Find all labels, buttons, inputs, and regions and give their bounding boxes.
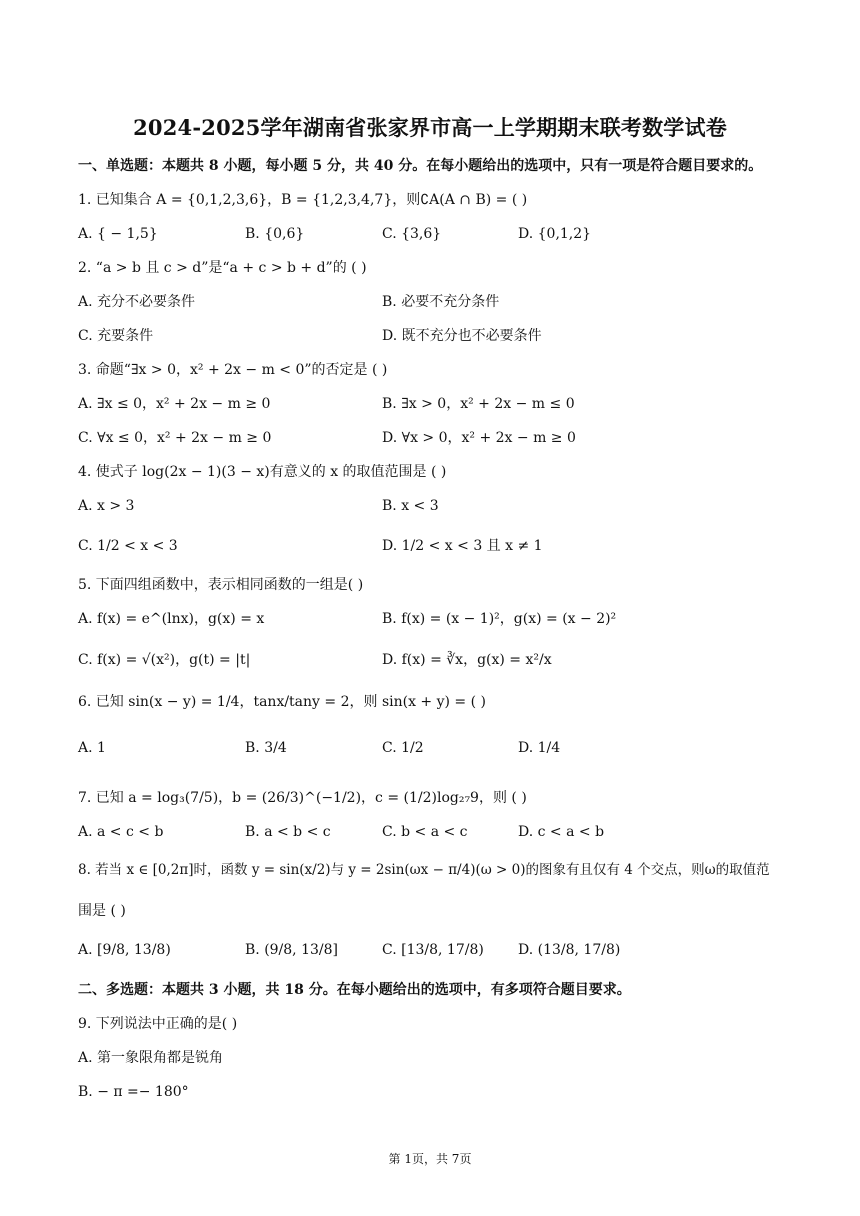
question-8-stem-continued: 围是 ( ) xyxy=(78,903,126,919)
page-title: 2024-2025学年湖南省张家界市高一上学期期末联考数学试卷 xyxy=(133,115,727,140)
question-7-stem: 7. 已知 a = log₃(7/5)，b = (26/3)^(−1/2)，c = (1/2)log₂₇9，则 ( ) xyxy=(78,790,527,806)
q5-option-b: B. f(x) = (x − 1)²，g(x) = (x − 2)² xyxy=(382,611,617,627)
q2-option-d: D. 既不充分也不必要条件 xyxy=(382,328,542,344)
q4-option-d: D. 1/2 < x < 3 且 x ≠ 1 xyxy=(382,538,543,554)
question-6-stem: 6. 已知 sin(x − y) = 1/4，tanx/tany = 2，则 sin(x + y) = ( ) xyxy=(78,694,486,710)
q8-option-a: A. [9/8, 13/8) xyxy=(78,942,171,958)
question-9-stem: 9. 下列说法中正确的是( ) xyxy=(78,1016,238,1032)
q7-option-c: C. b < a < c xyxy=(382,824,468,840)
q2-option-c: C. 充要条件 xyxy=(78,328,154,344)
q6-option-b: B. 3/4 xyxy=(245,740,287,756)
q9-option-a: A. 第一象限角都是锐角 xyxy=(78,1050,224,1066)
q3-option-c: C. ∀x ≤ 0，x² + 2x − m ≥ 0 xyxy=(78,430,272,446)
page-footer: 第 1页，共 7页 xyxy=(388,1152,472,1166)
section-heading-single-choice: 一、单选题：本题共 8 小题，每小题 5 分，共 40 分。在每小题给出的选项中，只有一项是符合题目要求的。 xyxy=(78,158,763,174)
question-3-stem: 3. 命题“∃x > 0，x² + 2x − m < 0”的否定是 ( ) xyxy=(78,362,388,378)
section-heading-multiple-choice: 二、多选题：本题共 3 小题，共 18 分。在每小题给出的选项中，有多项符合题目要求。 xyxy=(78,982,631,998)
q5-option-c: C. f(x) = √(x²)，g(t) = |t| xyxy=(78,652,251,668)
q5-option-a: A. f(x) = e^(lnx)，g(x) = x xyxy=(78,611,265,627)
q1-option-c: C. {3,6} xyxy=(382,226,442,242)
q7-option-a: A. a < c < b xyxy=(78,824,164,840)
q8-option-c: C. [13/8, 17/8) xyxy=(382,942,484,958)
q4-option-c: C. 1/2 < x < 3 xyxy=(78,538,178,554)
q1-option-b: B. {0,6} xyxy=(245,226,305,242)
q2-option-b: B. 必要不充分条件 xyxy=(382,294,500,310)
q8-option-d: D. (13/8, 17/8) xyxy=(518,942,621,958)
q3-option-d: D. ∀x > 0，x² + 2x − m ≥ 0 xyxy=(382,430,576,446)
q7-option-d: D. c < a < b xyxy=(518,824,605,840)
question-5-stem: 5. 下面四组函数中，表示相同函数的一组是( ) xyxy=(78,577,364,593)
question-2-stem: 2. “a > b 且 c > d”是“a + c > b + d”的 ( ) xyxy=(78,260,367,276)
question-8-stem: 8. 若当 x ∈ [0,2π]时，函数 y = sin(x/2)与 y = 2sin(ωx − π/4)(ω > 0)的图象有且仅有 4 个交点，则ω的取值范 xyxy=(78,862,770,878)
q3-option-b: B. ∃x > 0，x² + 2x − m ≤ 0 xyxy=(382,396,575,412)
q1-option-d: D. {0,1,2} xyxy=(518,226,592,242)
q6-option-a: A. 1 xyxy=(78,740,106,756)
question-4-stem: 4. 使式子 log(2x − 1)(3 − x)有意义的 x 的取值范围是 ( ) xyxy=(78,464,447,480)
q5-option-d: D. f(x) = ∛x，g(x) = x²/x xyxy=(382,652,552,668)
question-1-stem: 1. 已知集合 A = {0,1,2,3,6}，B = {1,2,3,4,7}，则∁A(A ∩ B) = ( ) xyxy=(78,192,528,208)
q3-option-a: A. ∃x ≤ 0，x² + 2x − m ≥ 0 xyxy=(78,396,271,412)
q6-option-d: D. 1/4 xyxy=(518,740,561,756)
q1-option-a: A. { − 1,5} xyxy=(78,226,158,242)
q7-option-b: B. a < b < c xyxy=(245,824,331,840)
q2-option-a: A. 充分不必要条件 xyxy=(78,294,196,310)
q6-option-c: C. 1/2 xyxy=(382,740,424,756)
q4-option-a: A. x > 3 xyxy=(78,498,135,514)
q4-option-b: B. x < 3 xyxy=(382,498,439,514)
q8-option-b: B. (9/8, 13/8] xyxy=(245,942,338,958)
q9-option-b: B. − π =− 180° xyxy=(78,1084,189,1100)
